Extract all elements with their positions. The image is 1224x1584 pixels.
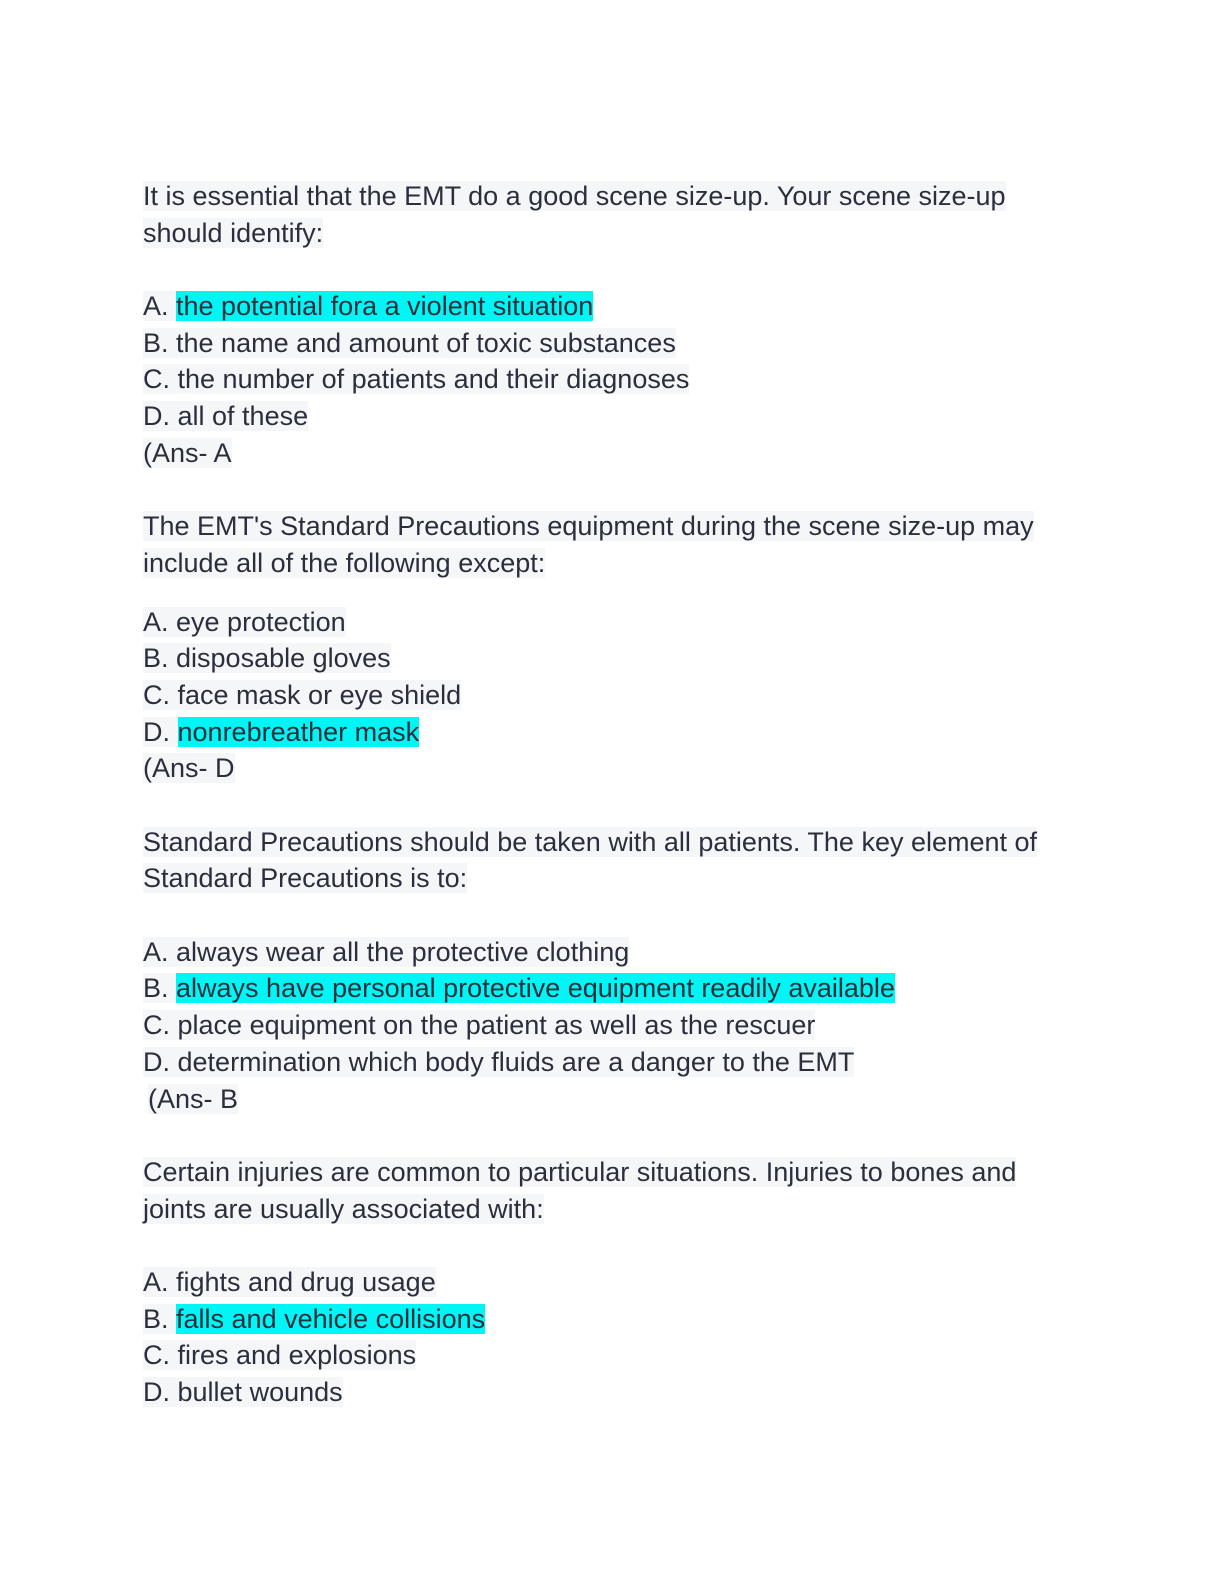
answer-key: (Ans- D (143, 753, 235, 784)
question-4 (143, 1154, 1143, 1411)
highlighted-answer: the potential fora a violent situation (176, 291, 594, 322)
question-stem-line: Certain injuries are common to particular situations. Injuries to bones and (143, 1156, 1017, 1187)
question-stem-line: The EMT's Standard Precautions equipment during the scene size-up may (143, 511, 1034, 542)
question-3 (143, 824, 1143, 1118)
document-page (143, 178, 1143, 1411)
option-a: A. eye protection (143, 606, 346, 637)
question-2 (143, 508, 1143, 787)
option-a: A. fights and drug usage (143, 1266, 436, 1297)
option-d: D. determination which body fluids are a danger to the EMT (143, 1046, 855, 1077)
question-stem-line: include all of the following except: (143, 547, 546, 578)
option-d: D. nonrebreather mask (143, 716, 420, 747)
option-d: D. bullet wounds (143, 1377, 343, 1407)
question-stem-line: Standard Precautions is to: (143, 863, 468, 894)
question-stem-line: should identify: (143, 217, 324, 248)
question-1 (143, 178, 1143, 472)
option-a: A. the potential fora a violent situation (143, 291, 594, 322)
highlighted-answer: falls and vehicle collisions (176, 1303, 486, 1334)
option-c: C. the number of patients and their diagnoses (143, 364, 690, 395)
option-c: C. fires and explosions (143, 1340, 417, 1371)
highlighted-answer: nonrebreather mask (177, 716, 420, 747)
highlighted-answer: always have personal protective equipment readily available (176, 973, 895, 1004)
question-stem-line: It is essential that the EMT do a good scene size-up. Your scene size-up (143, 181, 1006, 211)
option-d: D. all of these (143, 401, 309, 432)
answer-key: (Ans- A (143, 437, 232, 468)
option-b: B. falls and vehicle collisions (143, 1303, 486, 1334)
answer-key: (Ans- B (148, 1083, 239, 1114)
option-b: B. the name and amount of toxic substances (143, 327, 676, 358)
option-c: C. face mask or eye shield (143, 679, 462, 710)
option-b: B. disposable gloves (143, 643, 391, 674)
option-a: A. always wear all the protective clothing (143, 936, 630, 967)
option-b: B. always have personal protective equipment readily available (143, 973, 895, 1004)
question-stem-line: joints are usually associated with: (143, 1193, 544, 1224)
question-stem-line: Standard Precautions should be taken with all patients. The key element of (143, 826, 1038, 857)
option-c: C. place equipment on the patient as well as the rescuer (143, 1010, 816, 1041)
